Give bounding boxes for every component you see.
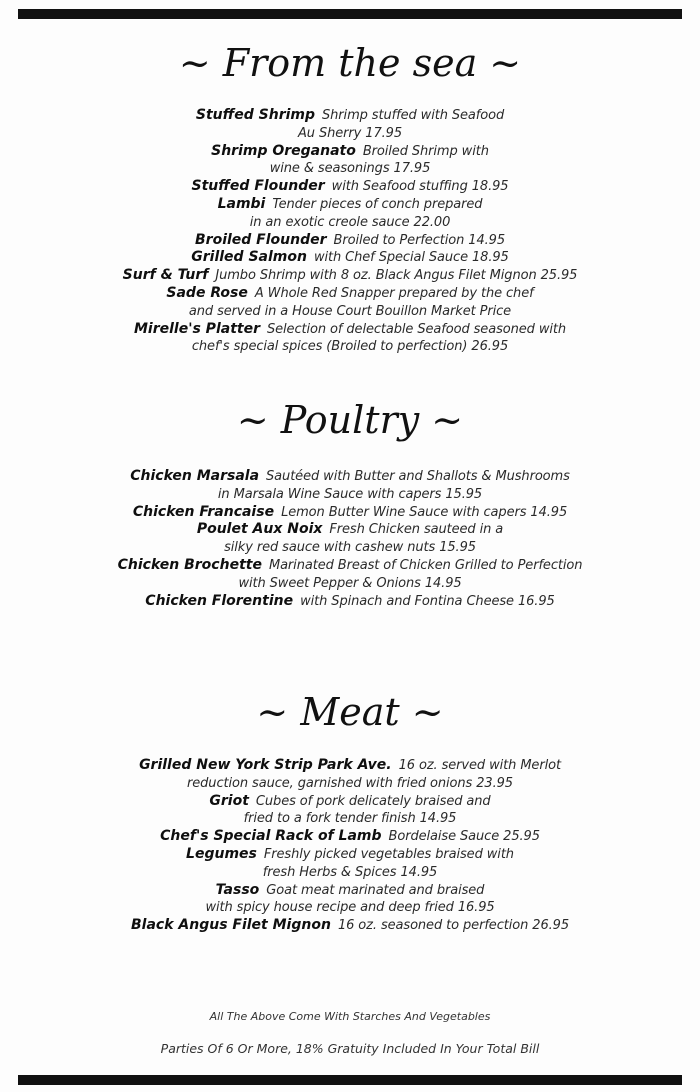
menu-item [0, 504, 700, 522]
menu-item-first-line [0, 917, 700, 935]
menu-item-description: Fresh Chicken sauteed in a [329, 522, 504, 538]
menu-item-name: Grilled Salmon [191, 249, 307, 266]
menu-item-first-line [0, 593, 700, 611]
menu-item-first-line [0, 285, 700, 303]
menu-item [0, 196, 700, 232]
menu-item-description: Cubes of pork delicately braised and [255, 793, 491, 809]
menu-item-first-line [0, 504, 700, 522]
menu-item-name: Chicken Marsala [130, 468, 260, 484]
menu-item [0, 143, 700, 179]
menu-item [0, 468, 700, 504]
menu-item-description: Jumbo Shrimp with 8 oz. Black Angus Filet Mignon 25.95 [215, 268, 578, 284]
menu-item-description: Broiled to Perfection 14.95 [333, 232, 505, 248]
menu-section-sea [0, 107, 700, 356]
menu-item-first-line [0, 196, 700, 214]
menu-item-first-line [0, 757, 700, 775]
menu-item-description: 16 oz. seasoned to perfection 26.95 [337, 918, 569, 934]
menu-item-description: Shrimp stuffed with Seafood [322, 108, 505, 123]
menu-item-first-line [0, 249, 700, 267]
menu-item-description: wine & seasonings 17.95 [269, 161, 431, 177]
menu-item-first-line [0, 321, 700, 339]
menu-item-description: Sautéed with Butter and Shallots & Mushrooms [266, 469, 570, 484]
menu-item [0, 793, 700, 829]
menu-item-first-line [0, 793, 700, 811]
menu-item [0, 285, 700, 321]
menu-item-name: Chef's Special Rack of Lamb [160, 828, 382, 845]
menu-section-poultry [0, 468, 700, 610]
menu-item-first-line [0, 882, 700, 900]
menu-item-description-line [0, 899, 700, 917]
menu-item-description-line [0, 864, 700, 882]
menu-item-description-line [0, 486, 700, 504]
menu-item-name: Shrimp Oreganato [211, 142, 356, 159]
menu-item [0, 882, 700, 918]
menu-item-name: Legumes [186, 845, 257, 862]
menu-item-first-line [0, 468, 700, 486]
menu-item-description-line [0, 303, 700, 321]
menu-item-description: Tender pieces of conch prepared [272, 196, 483, 212]
menu-item-description: Freshly picked vegetables braised with [263, 846, 514, 862]
menu-item-description: with Sweet Pepper & Onions 14.95 [238, 575, 462, 591]
menu-item-description: Au Sherry 17.95 [298, 125, 402, 141]
menu-item-description-line [0, 539, 700, 557]
menu-item [0, 321, 700, 357]
menu-item [0, 249, 700, 267]
menu-item-description-line [0, 575, 700, 593]
menu-item [0, 107, 700, 143]
menu-item-name: Poulet Aux Noix [196, 521, 323, 538]
menu-item [0, 757, 700, 793]
menu-item-first-line [0, 828, 700, 846]
menu-section-meat [0, 757, 700, 935]
bottom-border-bar [18, 1075, 682, 1085]
menu-item-description: Selection of delectable Seafood seasoned with [266, 321, 567, 337]
menu-item-name: Broiled Flounder [195, 231, 327, 248]
menu-item [0, 593, 700, 611]
menu-item-name: Stuffed Flounder [191, 178, 325, 195]
menu-item-first-line [0, 107, 700, 125]
menu-item-description: in Marsala Wine Sauce with capers 15.95 [217, 486, 483, 502]
menu-item-name: Lambi [217, 195, 266, 212]
menu-item-name: Tasso [215, 881, 260, 898]
menu-item-description: fresh Herbs & Spices 14.95 [262, 864, 438, 880]
menu-item-name: Mirelle's Platter [133, 320, 260, 337]
menu-item-description: reduction sauce, garnished with fried onions 23.95 [187, 775, 513, 791]
menu-item-description: Bordelaise Sauce 25.95 [388, 829, 540, 845]
menu-item-first-line [0, 846, 700, 864]
menu-item [0, 828, 700, 846]
menu-item-description-line [0, 125, 700, 143]
menu-item-description-line [0, 775, 700, 793]
menu-item-description: with Spinach and Fontina Cheese 16.95 [300, 593, 555, 609]
menu-item [0, 267, 700, 285]
menu-item-description: with Seafood stuffing 18.95 [331, 179, 509, 195]
menu-item-first-line [0, 143, 700, 161]
menu-item-description: A Whole Red Snapper prepared by the chef [254, 285, 534, 301]
menu-item-name: Griot [209, 792, 249, 809]
menu-item-description: Broiled Shrimp with [362, 143, 489, 159]
section-heading-sea: ~ From the sea ~ [178, 41, 522, 85]
menu-item-description-line [0, 338, 700, 356]
menu-item-description: chef's special spices (Broiled to perfection) 26.95 [191, 339, 509, 355]
menu-item-description: 16 oz. served with Merlot [398, 758, 561, 773]
menu-item-name: Stuffed Shrimp [195, 107, 316, 123]
menu-item-description: with Chef Special Sauce 18.95 [313, 250, 509, 266]
menu-item [0, 917, 700, 935]
menu-item-name: Chicken Florentine [145, 592, 294, 609]
menu-item-first-line [0, 267, 700, 285]
section-heading-poultry: ~ Poultry ~ [236, 398, 464, 442]
menu-item-name: Surf & Turf [122, 267, 209, 284]
menu-item-description-line [0, 160, 700, 178]
menu-item-description: with spicy house recipe and deep fried 16.95 [205, 900, 495, 916]
menu-item-description-line [0, 810, 700, 828]
menu-item-description: Goat meat marinated and braised [266, 882, 485, 898]
menu-item [0, 557, 700, 593]
menu-item-description: in an exotic creole sauce 22.00 [249, 214, 451, 230]
top-border-bar [18, 9, 682, 19]
menu-item-description: fried to a fork tender finish 14.95 [243, 811, 457, 827]
starches-note: All The Above Come With Starches And Vegetables [209, 1010, 491, 1023]
menu-item-first-line [0, 557, 700, 575]
menu-item-description: and served in a House Court Bouillon Market Price [188, 303, 512, 319]
menu-item [0, 232, 700, 250]
menu-item-first-line [0, 178, 700, 196]
menu-item-name: Chicken Brochette [117, 556, 262, 573]
section-heading-meat: ~ Meat ~ [256, 690, 444, 734]
menu-item-first-line [0, 232, 700, 250]
menu-item-description: silky red sauce with cashew nuts 15.95 [224, 540, 476, 556]
menu-item-name: Black Angus Filet Mignon [131, 917, 331, 934]
menu-item [0, 846, 700, 882]
menu-item-name: Grilled New York Strip Park Ave. [139, 757, 392, 773]
menu-item-description: Lemon Butter Wine Sauce with capers 14.95 [281, 504, 568, 520]
menu-item-description: Marinated Breast of Chicken Grilled to Perfection [268, 557, 583, 573]
menu-item-name: Sade Rose [166, 284, 248, 301]
menu-item [0, 178, 700, 196]
menu-item-description-line [0, 214, 700, 232]
menu-item-first-line [0, 521, 700, 539]
menu-item [0, 521, 700, 557]
menu-item-name: Chicken Francaise [132, 503, 275, 520]
gratuity-note: Parties Of 6 Or More, 18% Gratuity Included In Your Total Bill [160, 1041, 540, 1056]
